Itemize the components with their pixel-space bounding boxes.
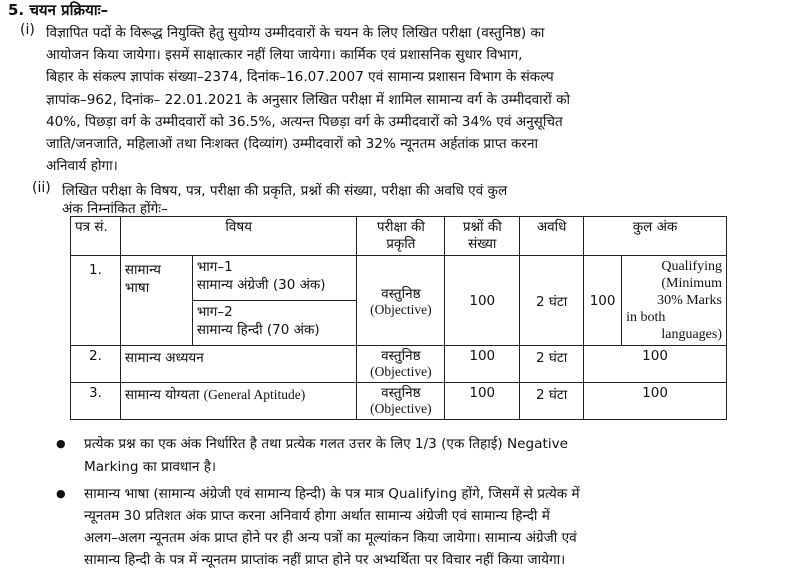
part-cell [192,301,357,346]
part-cell [192,256,357,301]
nature-hindi: वस्तुनिष्ठ [381,348,421,364]
questions-cell: 100 [445,383,520,420]
section-heading: 5. चयन प्रक्रियाः– [8,1,109,19]
subject-hindi: सामान्य योग्यता [124,387,200,403]
part-description: सामान्य हिन्दी (70 अंक) [196,322,320,338]
subject-cell [120,383,356,420]
nature-english: (Objective) [370,301,432,317]
part-description: सामान्य अंग्रेजी (30 अंक) [196,277,326,293]
paragraph-marker: (ii) [32,180,51,196]
part-title: भाग–2 [196,304,233,320]
qualifying-line: 30% Marks [657,293,722,308]
subject-cell: सामान्य भाषा [120,256,192,346]
duration-cell: 2 घंटा [520,256,584,346]
duration-cell: 2 घंटा [520,383,584,420]
note-line: सामान्य हिन्दी के पत्र में न्यूनतम प्राप्तांक नहीं प्राप्त होने पर अभ्यर्थिता पर विचार नहीं किया जायेगा। [84,552,566,568]
questions-cell: 100 [445,256,520,346]
note-line: सामान्य भाषा (सामान्य अंग्रेजी एवं सामान्य हिन्दी) के पत्र मात्र Qualifying होंगे, जिसमें से प्रत्येक में [84,486,580,502]
paper-number: 1. [71,256,121,346]
paper-number: 3. [71,383,121,420]
header-subject: विषय [120,217,356,256]
nature-english: (Objective) [370,401,432,416]
paragraph-line: बिहार के संकल्प ज्ञापांक संख्या–2374, दिनांक–16.07.2007 एवं सामान्य प्रशासन विभाग के संकल्प [46,69,554,85]
note-line: प्रत्येक प्रश्न का एक अंक निर्धारित है तथा प्रत्येक गलत उत्तर के लिए 1/3 (एक तिहाई) Negative [84,436,569,452]
paragraph-line: जाति/जनजाति, महिलाओं तथा निःशक्त (दिव्यांग) उम्मीदवारों को 32% न्यूनतम अर्हतांक प्राप्त करना [46,136,539,152]
nature-cell [357,256,445,346]
header-total-marks: कुल अंक [584,217,727,256]
qualifying-note [622,256,727,346]
qualifying-line: Qualifying [661,259,722,274]
paragraph-line: ज्ञापांक–962, दिनांक– 22.01.2021 के अनुसार लिखित परीक्षा में शामिल सामान्य वर्ग के उम्मीदवारों को [46,92,571,108]
paragraph-line: अंक निम्नांकित होंगेः– [62,201,168,217]
nature-hindi: वस्तुनिष्ठ [381,385,421,401]
table-header-row [71,217,727,256]
duration-cell: 2 घंटा [520,346,584,383]
header-nature: परीक्षा की प्रकृति [357,217,445,256]
bullet-icon: ● [56,487,66,500]
table-row [71,256,727,301]
marks-cell: 100 [584,383,727,420]
table-row [71,346,727,383]
nature-hindi: वस्तुनिष्ठ [381,285,421,302]
exam-table [70,216,727,420]
nature-english: (Objective) [370,364,432,379]
header-questions: प्रश्नों की संख्या [445,217,520,256]
paragraph-marker: (i) [20,22,35,38]
paragraph-line: आयोजन किया जायेगा। इसमें साक्षात्कार नहीं लिया जायेगा। कार्मिक एवं प्रशासनिक सुधार विभाग, [46,47,523,63]
note-line: अलग–अलग न्यूनतम अंक प्राप्त होने पर ही अन्य पत्रों का मूल्यांकन किया जायेगा। सामान्य अंग्रेजी एवं [84,530,577,546]
paragraph-line: विज्ञापित पदों के विरूद्ध नियुक्ति हेतु सुयोग्य उम्मीदवारों के चयन के लिए लिखित परीक्षा (वस्तुनिष्ठ) का [46,25,545,41]
questions-cell: 100 [445,346,520,383]
note-line: Marking का प्रावधान है। [84,459,217,475]
nature-cell [357,383,445,420]
table-row [71,383,727,420]
paper-number: 2. [71,346,121,383]
part-title: भाग–1 [196,259,233,275]
nature-cell [357,346,445,383]
paragraph-line: लिखित परीक्षा के विषय, पत्र, परीक्षा की प्रकृति, प्रश्नों की संख्या, परीक्षा की अवधि एवं कुल [62,183,508,199]
paragraph-line: अनिवार्य होगा। [46,158,118,174]
marks-cell: 100 [584,346,727,383]
qualifying-line: in both [626,310,666,325]
subject-cell: सामान्य अध्ययन [120,346,356,383]
marks-cell: 100 [584,256,622,346]
header-paper-no: पत्र सं. [71,217,121,256]
subject-english: (General Aptitude) [203,387,306,402]
note-line: न्यूनतम 30 प्रतिशत अंक प्राप्त करना अनिवार्य होगा अर्थात सामान्य अंग्रेजी एवं सामान्य हिन्दी में [84,508,550,524]
qualifying-line: languages) [661,327,722,342]
qualifying-line: (Minimum [661,276,722,291]
bullet-icon: ● [56,437,66,450]
paragraph-line: 40%, पिछड़ा वर्ग के उम्मीदवारों को 36.5%, अत्यन्त पिछड़ा वर्ग के उम्मीदवारों को 34% एवं अनुसूचित [46,114,563,130]
header-duration: अवधि [520,217,584,256]
